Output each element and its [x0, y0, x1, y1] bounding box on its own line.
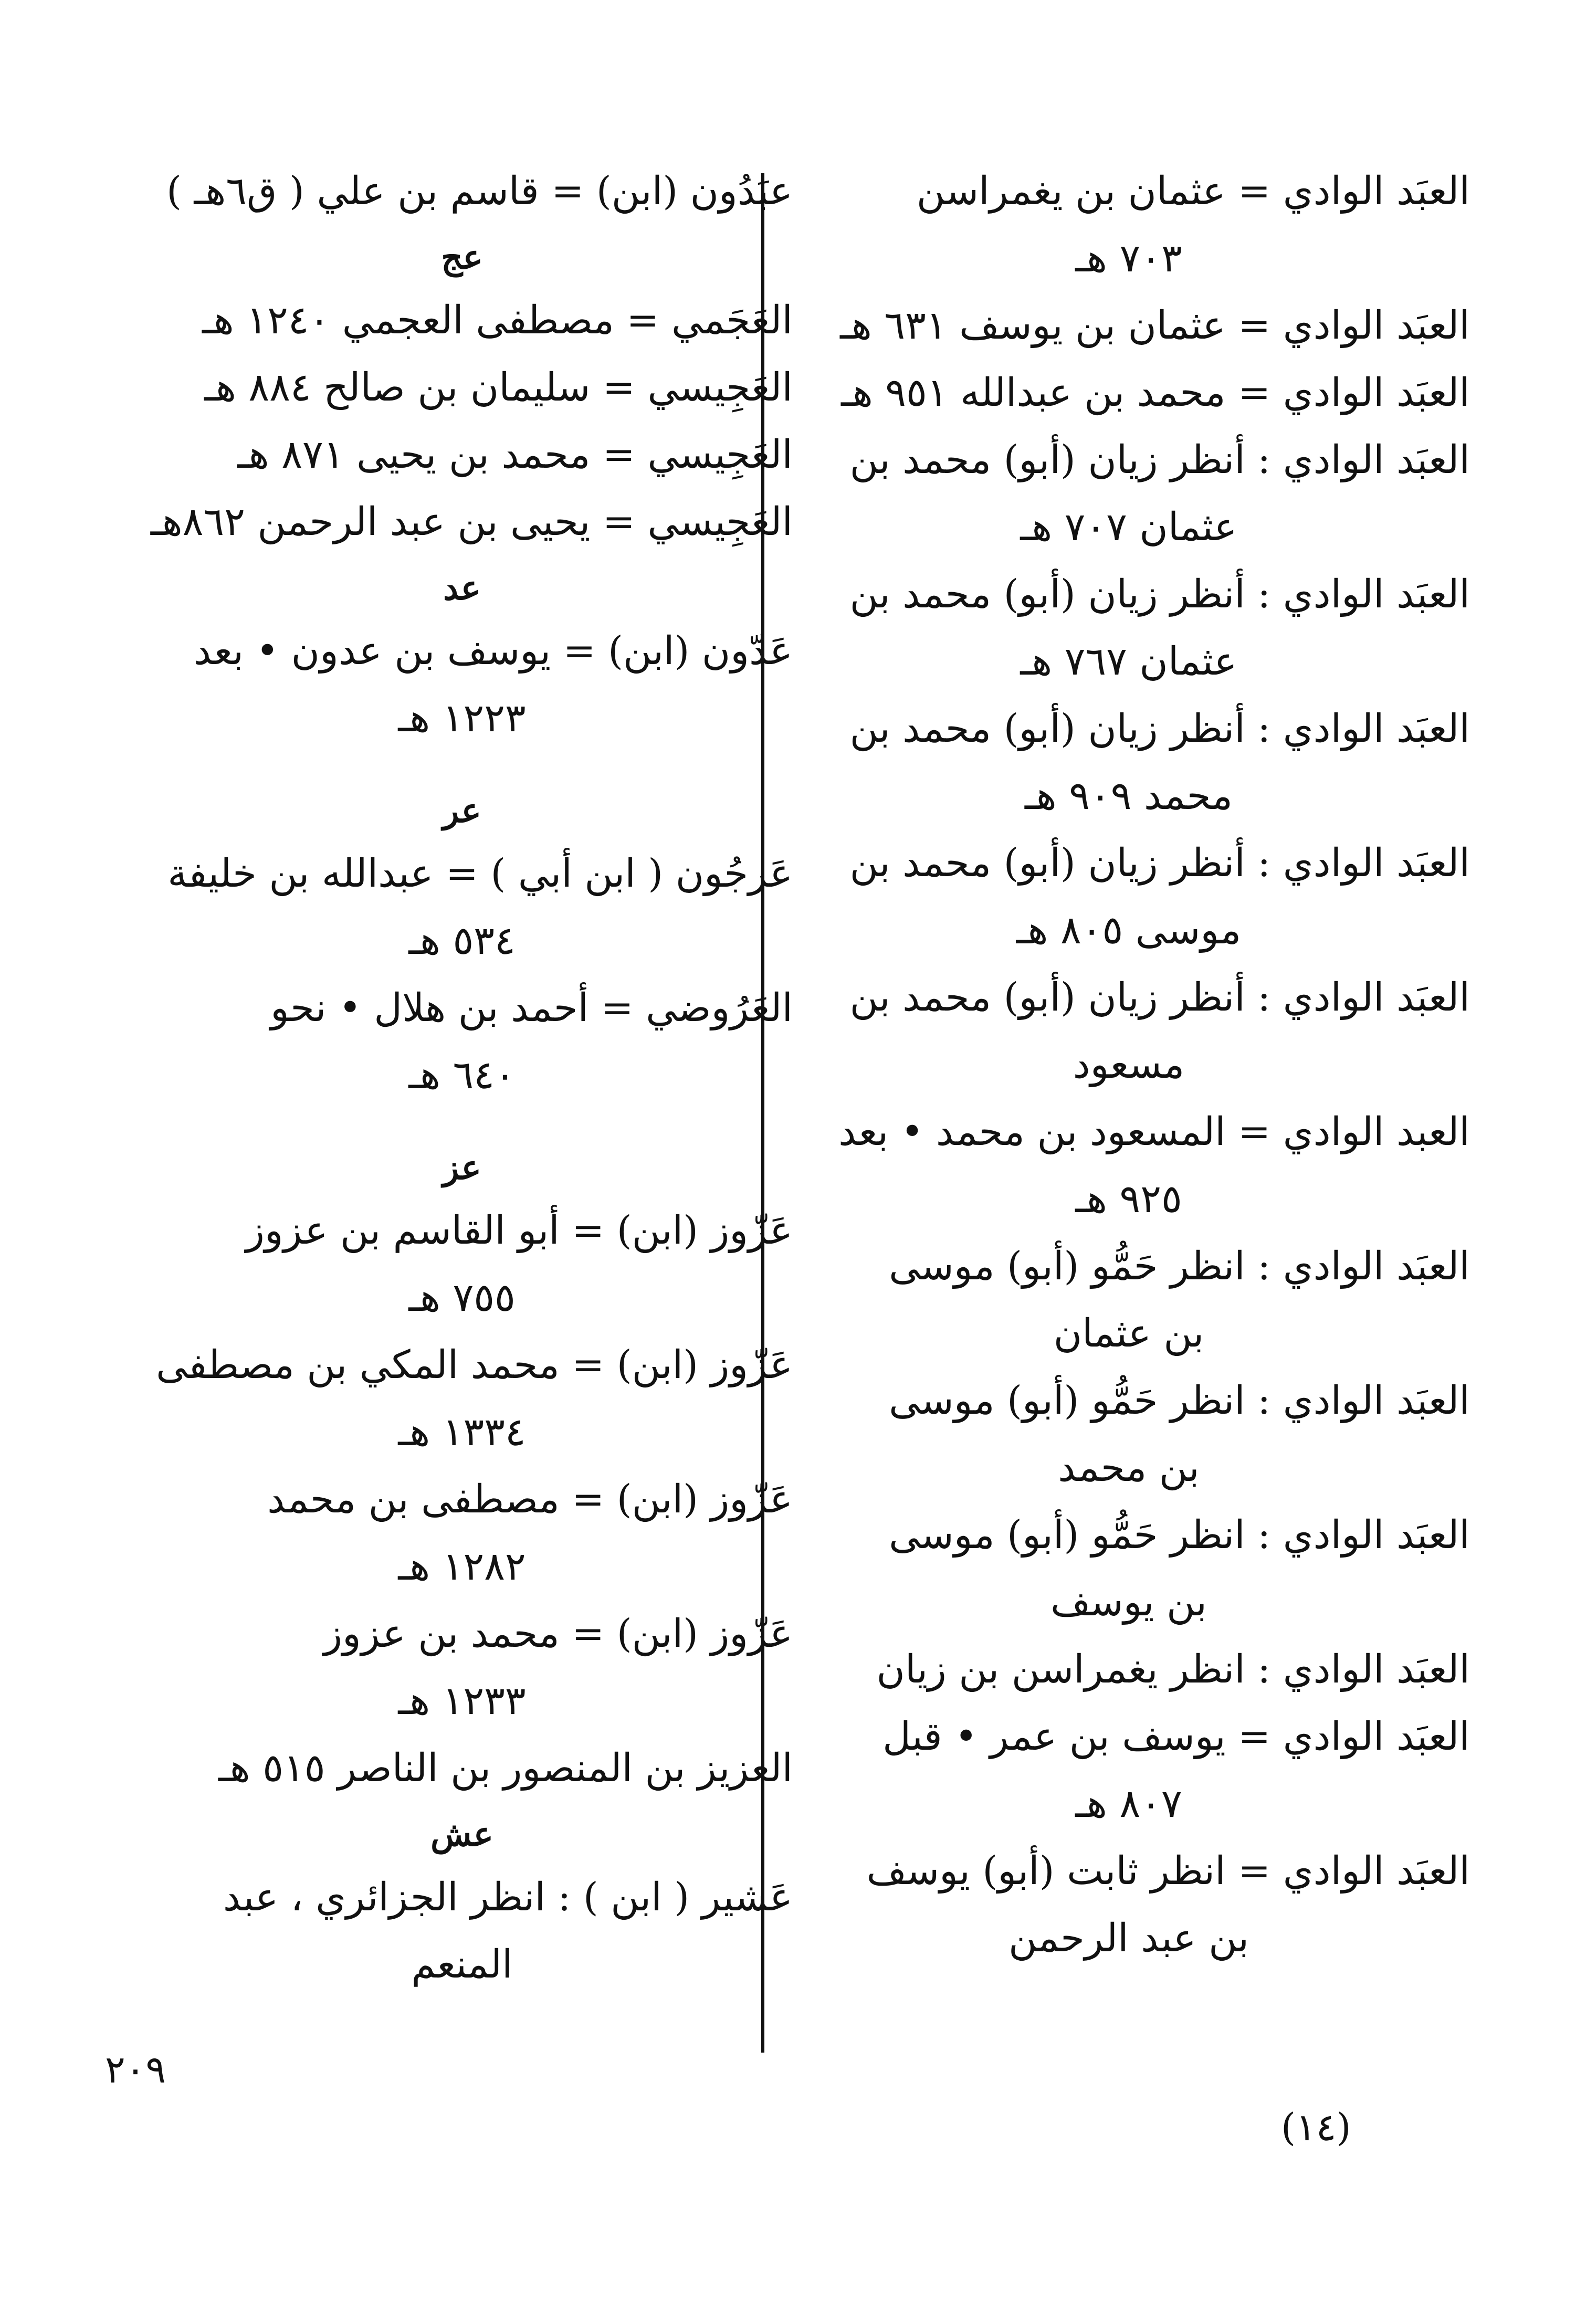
entry-line: العبَد الوادي : أنظر زيان (أبو) محمد بن — [849, 572, 1470, 617]
index-entry — [787, 426, 1470, 561]
index-entry — [787, 1367, 1470, 1501]
entry-line: عَزّوز (ابن) = محمد بن عزوز — [323, 1611, 793, 1656]
entry-line: العَجِيسي = سليمان بن صالح ٨٨٤ هـ — [204, 365, 793, 410]
entry-continuation: عثمان ٧٦٧ هـ — [1020, 639, 1237, 684]
right-column — [787, 157, 1470, 1972]
entry-line: العبَد الوادي : انظر حَمُّو (أبو) موسى — [889, 1378, 1470, 1423]
entry-continuation: ١٢٣٣ هـ — [398, 1678, 526, 1723]
section-heading: عد — [443, 569, 481, 608]
index-entry — [131, 488, 793, 555]
entry-continuation: بن محمد — [1058, 1445, 1200, 1490]
entry-line: العبَد الوادي : انظر حَمُّو (أبو) موسى — [889, 1244, 1470, 1289]
left-column — [131, 157, 793, 1998]
entry-continuation: ١٢٨٢ هـ — [398, 1544, 526, 1589]
index-entry — [787, 1837, 1470, 1972]
entry-line: عَرجُون ( ابن أبي ) = عبدالله بن خليفة — [167, 851, 793, 896]
index-entry — [131, 840, 793, 974]
entry-line: العبَد الوادي : أنظر زيان (أبو) محمد بن — [849, 975, 1470, 1020]
section-heading: عر — [443, 791, 481, 830]
index-entry — [787, 359, 1470, 426]
entry-line: عَزّوز (ابن) = أبو القاسم بن عزوز — [246, 1208, 793, 1253]
entry-continuation: ٧٥٥ هـ — [408, 1275, 516, 1320]
entry-continuation: محمد ٩٠٩ هـ — [1024, 773, 1233, 818]
entry-line: العبَد الوادي = انظر ثابت (أبو) يوسف — [866, 1848, 1470, 1894]
signature-mark: (١٤) — [1281, 2105, 1351, 2149]
index-entry — [131, 1197, 793, 1331]
entry-line: العزيز بن المنصور بن الناصر ٥١٥ هـ — [218, 1745, 793, 1791]
entry-line: العبَد الوادي : أنظر زيان (أبو) محمد بن — [849, 706, 1470, 751]
entry-line: عَشير ( ابن ) : انظر الجزائري ، عبد — [223, 1875, 793, 1920]
entry-line: العَجِيسي = يحيى بن عبد الرحمن ٨٦٢هـ — [150, 499, 793, 544]
entry-line: العبَد الوادي : أنظر زيان (أبو) محمد بن — [849, 840, 1470, 886]
index-entry — [131, 287, 793, 354]
entry-line: العبَد الوادي : انظر حَمُّو (أبو) موسى — [889, 1512, 1470, 1558]
entry-continuation: بن عثمان — [1053, 1311, 1204, 1356]
entry-line: العَجِيسي = محمد بن يحيى ٨٧١ هـ — [237, 432, 793, 477]
index-entry — [787, 1501, 1470, 1636]
page-number: ٢٠٩ — [105, 2047, 166, 2091]
index-entry — [787, 1098, 1470, 1233]
entry-continuation: ١٢٢٣ هـ — [398, 696, 526, 741]
entry-line: عَزّوز (ابن) = مصطفى بن محمد — [267, 1477, 793, 1522]
index-entry — [787, 157, 1470, 292]
entry-line: العَرُوضي = أحمد بن هلال • نحو — [270, 985, 793, 1030]
entry-line: العبَد الوادي : انظر يغمراسن بن زيان — [876, 1647, 1470, 1692]
entry-line: العَجَمي = مصطفى العجمي ١٢٤٠ هـ — [202, 298, 793, 343]
index-entry — [787, 1636, 1470, 1703]
index-entry — [131, 1466, 793, 1600]
index-entry — [131, 1734, 793, 1802]
entry-line: العبَد الوادي = عثمان بن يغمراسن — [916, 169, 1470, 214]
index-entry — [131, 1331, 793, 1466]
entry-continuation: مسعود — [1073, 1042, 1185, 1087]
index-entry — [787, 964, 1470, 1098]
entry-continuation: ٦٤٠ هـ — [408, 1053, 516, 1098]
index-entry — [787, 1703, 1470, 1837]
index-entry — [131, 617, 793, 752]
entry-continuation: ٥٣٤ هـ — [408, 918, 516, 963]
section-heading: عج — [441, 238, 483, 277]
index-entry — [787, 561, 1470, 695]
spacer — [131, 752, 793, 778]
entry-line: عَزّوز (ابن) = محمد المكي بن مصطفى — [156, 1342, 793, 1387]
section-heading: عش — [430, 1815, 493, 1854]
entry-continuation: المنعم — [411, 1942, 513, 1987]
entry-line: عَدّون (ابن) = يوسف بن عدون • بعد — [193, 628, 793, 674]
index-entry — [787, 292, 1470, 359]
index-entry — [131, 157, 793, 225]
entry-line: عبَدُون (ابن) = قاسم بن علي ( ق٦هـ ) — [166, 169, 793, 214]
entry-line: العبَد الوادي : أنظر زيان (أبو) محمد بن — [849, 437, 1470, 482]
spacer — [131, 1109, 793, 1135]
index-entry — [131, 354, 793, 421]
entry-continuation: ٩٢٥ هـ — [1075, 1176, 1182, 1222]
section-heading: عز — [443, 1148, 481, 1187]
entry-continuation: بن عبد الرحمن — [1008, 1916, 1249, 1961]
index-entry — [787, 1233, 1470, 1367]
entry-continuation: ٨٠٧ هـ — [1075, 1781, 1182, 1826]
entry-line: العبَد الوادي = عثمان بن يوسف ٦٣١ هـ — [840, 303, 1470, 348]
entry-continuation: عثمان ٧٠٧ هـ — [1020, 504, 1237, 550]
entry-continuation: موسى ٨٠٥ هـ — [1016, 908, 1242, 953]
entry-line: العبد الوادي = المسعود بن محمد • بعد — [838, 1109, 1470, 1154]
index-entry — [787, 829, 1470, 964]
entry-line: العبَد الوادي = يوسف بن عمر • قبل — [882, 1714, 1470, 1759]
index-entry — [131, 974, 793, 1109]
index-entry — [131, 421, 793, 488]
entry-continuation: بن يوسف — [1050, 1580, 1207, 1625]
entry-line: العبَد الوادي = محمد بن عبدالله ٩٥١ هـ — [841, 370, 1470, 415]
index-entry — [131, 1864, 793, 1998]
index-entry — [787, 695, 1470, 829]
entry-continuation: ٧٠٣ هـ — [1075, 236, 1182, 281]
index-entry — [131, 1600, 793, 1734]
entry-continuation: ١٣٣٤ هـ — [398, 1410, 526, 1455]
